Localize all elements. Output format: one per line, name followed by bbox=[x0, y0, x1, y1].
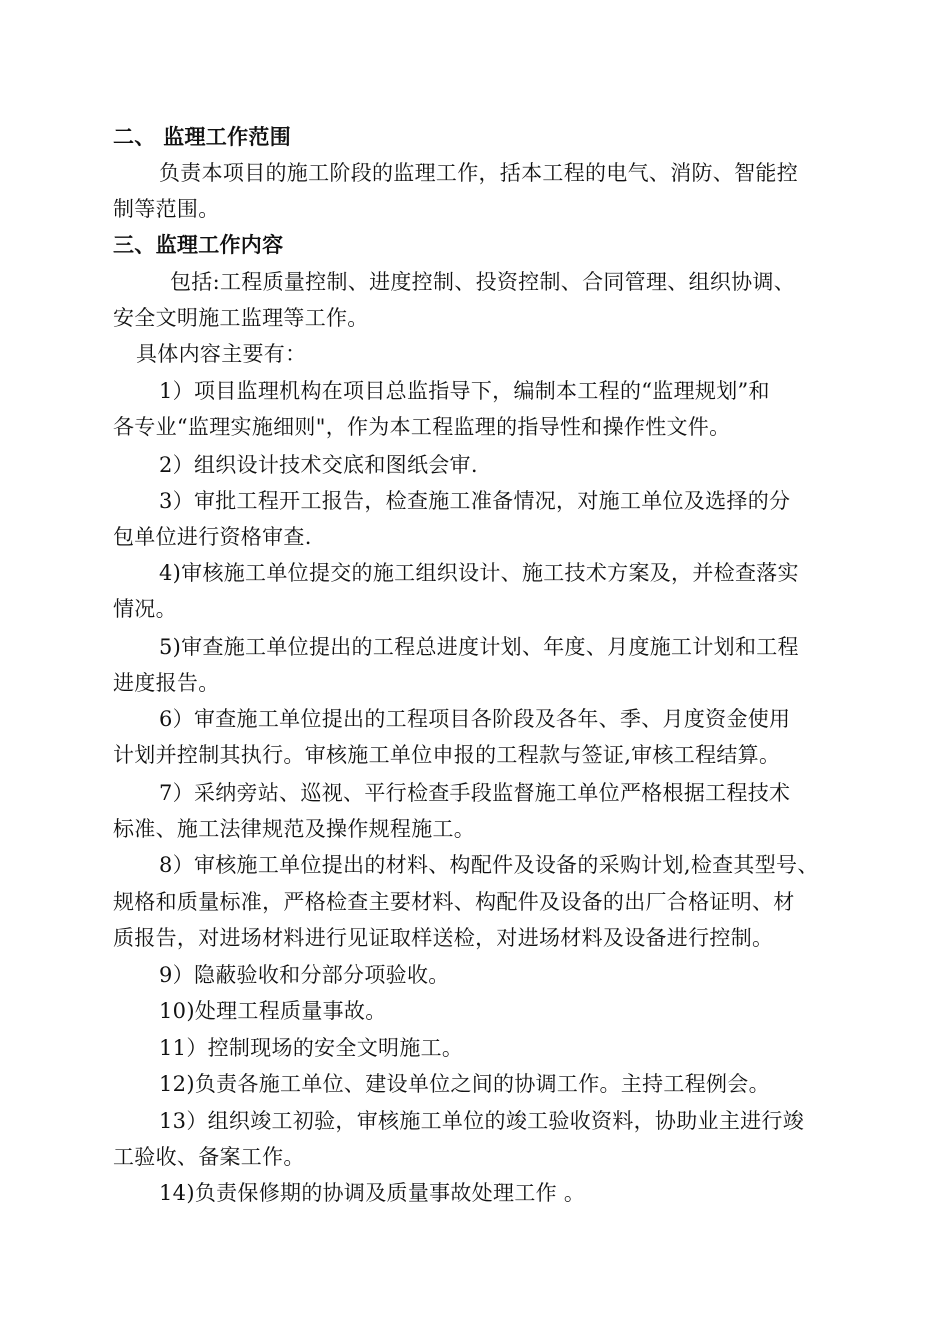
list-item-continuation: 进度报告。 bbox=[113, 671, 220, 695]
list-item: 11）控制现场的安全文明施工。 bbox=[159, 1036, 464, 1060]
list-item: 9）隐蔽验收和分部分项验收。 bbox=[159, 963, 450, 987]
paragraph-line: 制等范围。 bbox=[113, 197, 220, 221]
list-item-continuation: 质报告，对进场材料进行见证取样送检，对进场材料及设备进行控制。 bbox=[113, 926, 774, 950]
list-item-continuation: 包单位进行资格审查. bbox=[113, 525, 312, 549]
list-item: 10)处理工程质量事故。 bbox=[159, 999, 387, 1023]
list-item: 12)负责各施工单位、建设单位之间的协调工作。主持工程例会。 bbox=[159, 1072, 770, 1096]
list-item-continuation: 计划并控制其执行。审核施工单位申报的工程款与签证,审核工程结算。 bbox=[113, 743, 781, 767]
paragraph-line: 包括:工程质量控制、进度控制、投资控制、合同管理、组织协调、 bbox=[170, 270, 796, 294]
paragraph-line: 负责本项目的施工阶段的监理工作，括本工程的电气、消防、智能控 bbox=[159, 161, 798, 185]
list-item-continuation: 工验收、备案工作。 bbox=[113, 1145, 305, 1169]
section-heading-content: 三、监理工作内容 bbox=[113, 233, 284, 257]
list-item-continuation: 各专业“监理实施细则"，作为本工程监理的指导性和操作性文件。 bbox=[113, 415, 731, 439]
list-item: 3）审批工程开工报告，检查施工准备情况，对施工单位及选择的分 bbox=[159, 489, 791, 513]
section-heading-scope: 二、 监理工作范围 bbox=[113, 125, 292, 149]
list-item: 13）组织竣工初验，审核施工单位的竣工验收资料，协助业主进行竣 bbox=[159, 1109, 805, 1133]
list-item: 8）审核施工单位提出的材料、构配件及设备的采购计划,检查其型号、 bbox=[159, 853, 819, 877]
paragraph-line: 安全文明施工监理等工作。 bbox=[113, 306, 369, 330]
list-item: 6）审查施工单位提出的工程项目各阶段及各年、季、月度资金使用 bbox=[159, 707, 791, 731]
list-item: 5)审查施工单位提出的工程总进度计划、年度、月度施工计划和工程 bbox=[159, 635, 799, 659]
list-item: 7）采纳旁站、巡视、平行检查手段监督施工单位严格根据工程技术 bbox=[159, 781, 791, 805]
list-item: 4)审核施工单位提交的施工组织设计、施工技术方案及，并检查落实 bbox=[159, 561, 799, 585]
list-item-continuation: 规格和质量标准，严格检查主要材料、构配件及设备的出厂合格证明、材 bbox=[113, 890, 795, 914]
list-item: 14)负责保修期的协调及质量事故处理工作 。 bbox=[159, 1181, 586, 1205]
list-item: 1）项目监理机构在项目总监指导下，编制本工程的“监理规划”和 bbox=[159, 379, 770, 403]
paragraph-line: 具体内容主要有： bbox=[136, 342, 307, 366]
list-item-continuation: 情况。 bbox=[113, 597, 177, 621]
list-item-continuation: 标准、施工法律规范及操作规程施工。 bbox=[113, 817, 476, 841]
list-item: 2）组织设计技术交底和图纸会审. bbox=[159, 453, 478, 477]
